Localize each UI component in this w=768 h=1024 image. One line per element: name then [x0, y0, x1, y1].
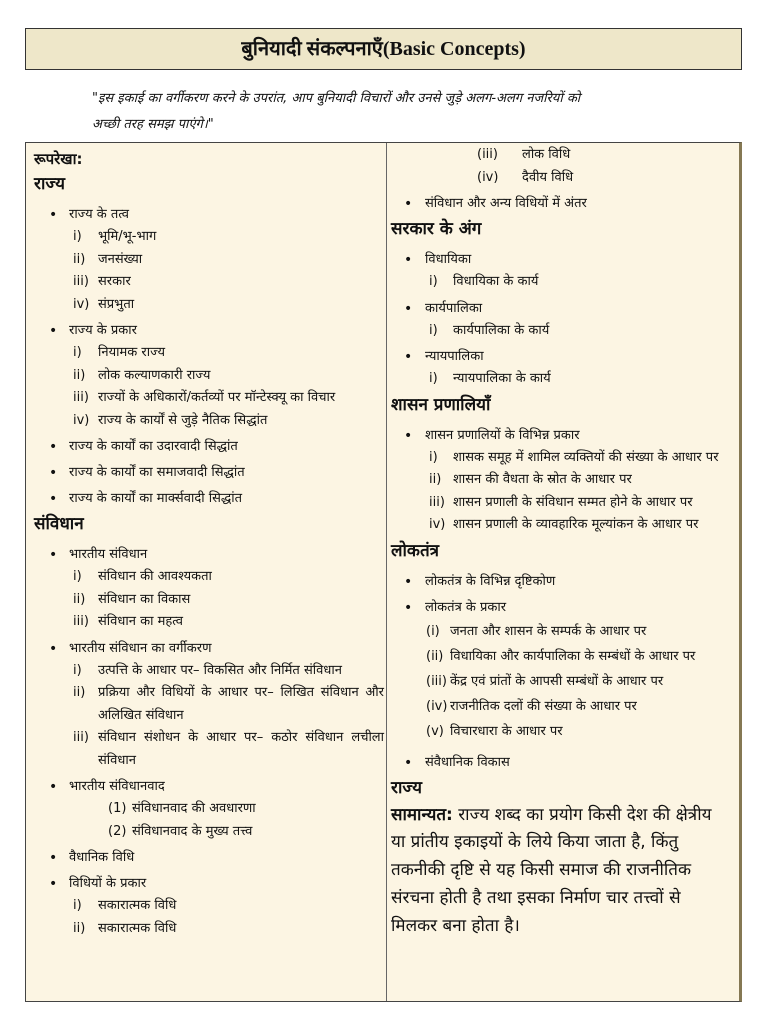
sub-item-text: उत्पत्ति के आधार पर– विकसित और निर्मित संविधान [98, 662, 342, 678]
sub-item-number: iii) [73, 614, 89, 629]
sub-item-number: i) [73, 569, 82, 584]
bullet-text: लोकतंत्र के प्रकार [425, 599, 507, 615]
outline-left-column [34, 148, 384, 940]
bullet-row [391, 752, 731, 774]
bullet-icon: • [49, 491, 58, 507]
sub-item-text: शासक समूह में शामिल व्यक्तियों की संख्या के आधार पर [453, 449, 719, 465]
sub-item-text: विधायिका और कार्यपालिका के सम्बंधों के आधार पर [450, 648, 696, 664]
sub-item [391, 271, 731, 294]
section-heading: राज्य [34, 174, 65, 194]
sub-item-number: i) [429, 322, 438, 338]
bullet-icon: • [49, 640, 58, 657]
bullet-icon: • [49, 779, 58, 795]
sub-item-number: (iii) [477, 147, 498, 162]
bullet-text: शासन प्रणालियों के विभिन्न प्रकार [425, 427, 580, 443]
sub-item-number: (iv) [477, 169, 499, 185]
bullet-text: भारतीय संविधान का वर्गीकरण [69, 640, 212, 656]
sub-item [391, 447, 731, 470]
sub-item-number: ii) [73, 920, 86, 936]
sub-item [391, 619, 731, 644]
intro-quote-line: अच्छी तरह समझ पाएंगे।" [92, 117, 214, 132]
sub-item-text: लोक विधि [522, 147, 571, 162]
sub-item-number: iii) [429, 494, 445, 510]
sub-item-number: i) [429, 449, 438, 465]
sub-item [34, 895, 384, 918]
sub-item-number: (ii) [426, 648, 444, 664]
bullet-item [34, 436, 384, 458]
bullet-text: राज्य के प्रकार [69, 323, 137, 338]
sub-item-text: सकारात्मक विधि [98, 898, 177, 913]
page-title: बुनियादी संकल्पनाएँ(Basic Concepts) [241, 38, 526, 60]
section-heading: सरकार के अंग [391, 219, 482, 239]
sub-item [391, 492, 731, 515]
sub-item-number: i) [73, 345, 82, 360]
sub-item-text: भूमि/भू-भाग [98, 229, 157, 244]
sub-item [391, 167, 731, 190]
bullet-text: संवैधानिक विकास [425, 754, 510, 770]
sub-item-number: iv) [73, 412, 90, 428]
intro-paragraph [391, 802, 731, 941]
bullet-row [34, 544, 384, 566]
column-divider [386, 143, 387, 1001]
paragraph-text: राज्य शब्द का प्रयोग किसी देश की क्षेत्रीय या प्रांतीय इकाइयों के लिये किया जाता है, किंतु तकनीकी दृष्टि से यह किसी समाज की राजनीतिक संरचना होती है तथा इसका निर्माण चार तत्त्वों से मिलकर बना होता है। [391, 804, 712, 936]
sub-item-text: जनसंख्या [98, 251, 143, 267]
bullet-row [391, 425, 731, 447]
bullet-icon: • [404, 252, 413, 268]
bullet-item [391, 249, 731, 294]
bullet-item [34, 638, 384, 773]
bullet-row [34, 436, 384, 458]
bullet-icon: • [49, 323, 58, 339]
bullet-row [391, 193, 731, 215]
outline-box [25, 142, 742, 1002]
bullet-icon: • [404, 196, 413, 212]
sub-item-text: सरकार [98, 274, 131, 289]
sub-item-text: संविधान का विकास [98, 591, 191, 607]
sub-item-text: न्यायपालिका के कार्य [453, 371, 551, 386]
sub-item [34, 682, 384, 727]
bullet-text: कार्यपालिका [425, 300, 483, 316]
bullet-row [34, 873, 384, 895]
bullet-text: भारतीय संविधानवाद [69, 779, 165, 794]
sub-item [34, 294, 384, 317]
bullet-row [34, 847, 384, 869]
bullet-icon: • [404, 573, 413, 590]
sub-item [391, 469, 731, 492]
sub-item [391, 514, 731, 537]
sub-item-number: i) [73, 662, 82, 678]
intro-quote [92, 86, 712, 138]
sub-list [391, 144, 731, 189]
bullet-row [391, 346, 731, 368]
sub-item [391, 144, 731, 167]
sub-item-text: शासन प्रणाली के व्यावहारिक मूल्यांकन के आधार पर [453, 517, 699, 532]
sub-item-number: iii) [73, 390, 89, 405]
bullet-text: राज्य के तत्व [69, 207, 129, 222]
sub-item-number: (2) [108, 823, 127, 839]
sub-item-text: संविधान का महत्व [98, 614, 183, 629]
section-heading: शासन प्रणालियाँ [391, 394, 491, 415]
bullet-text: भारतीय संविधान [69, 547, 148, 562]
sub-item [34, 611, 384, 634]
bullet-text: संविधान और अन्य विधियों में अंतर [425, 196, 587, 211]
bullet-text: राज्य के कार्यों का उदारवादी सिद्धांत [69, 439, 238, 454]
sub-item-text: राजनीतिक दलों की संख्या के आधार पर [450, 698, 637, 714]
intro-quote-line: "इस इकाई का वर्गीकरण करने के उपरांत, आप बुनियादी विचारों और उनसे जुड़े अलग-अलग नजरियों को [92, 91, 581, 106]
bullet-text: विधायिका [425, 252, 472, 267]
sub-item-number: i) [429, 274, 438, 289]
bullet-row [391, 298, 731, 320]
sub-item [34, 226, 384, 249]
sub-item [34, 249, 384, 272]
sub-item [34, 365, 384, 388]
sub-item-number: iii) [73, 274, 89, 289]
bullet-item [34, 847, 384, 869]
sub-item-number: ii) [73, 367, 86, 383]
bullet-item [34, 462, 384, 484]
bullet-row [34, 638, 384, 660]
section-heading: राज्य [391, 777, 422, 798]
sub-item-text: कार्यपालिका के कार्य [453, 322, 550, 338]
bullet-row [391, 597, 731, 619]
sub-item [391, 368, 731, 391]
bullet-item [391, 425, 731, 537]
bullet-text: न्यायपालिका [425, 349, 484, 364]
sub-item-text: संप्रभुता [98, 296, 135, 312]
bullet-icon: • [404, 599, 413, 616]
bullet-icon: • [49, 876, 58, 892]
bullet-item [34, 204, 384, 316]
bullet-icon: • [404, 349, 413, 365]
sub-item [391, 644, 731, 669]
bullet-row [391, 249, 731, 271]
sub-item [391, 719, 731, 744]
sub-item-number: iv) [73, 296, 90, 312]
sub-item-number: (iv) [426, 698, 448, 714]
sub-item [34, 271, 384, 294]
bullet-row [34, 320, 384, 342]
sub-item [34, 387, 384, 410]
bullet-row [34, 776, 384, 798]
bullet-item [34, 320, 384, 432]
bullet-text: विधियों के प्रकार [69, 876, 147, 891]
sub-item [34, 727, 384, 772]
bullet-item [391, 597, 731, 744]
sub-item-number: ii) [429, 472, 442, 487]
bullet-icon: • [49, 439, 58, 455]
bullet-row [34, 488, 384, 510]
sub-item-number: i) [429, 371, 438, 386]
sub-item-text: शासन की वैधता के स्रोत के आधार पर [453, 472, 632, 487]
bullet-text: लोकतंत्र के विभिन्न दृष्टिकोण [425, 573, 556, 589]
bullet-icon: • [404, 300, 413, 317]
bullet-icon: • [49, 850, 58, 866]
bullet-item [391, 193, 731, 215]
paragraph-lead: सामान्यत: [391, 804, 453, 825]
sub-item-number: (v) [426, 723, 444, 739]
bullet-icon: • [49, 547, 58, 563]
bullet-row [391, 571, 731, 593]
bullet-item [34, 488, 384, 510]
bullet-icon: • [404, 754, 413, 771]
sub-item-text: राज्यों के अधिकारों/कर्तव्यों पर मॉन्टेस्क्यू का विचार [98, 390, 336, 405]
sub-item-number: i) [73, 898, 82, 913]
sub-item [391, 694, 731, 719]
sub-item-text: राज्य के कार्यों से जुड़े नैतिक सिद्धांत [98, 412, 268, 428]
bullet-text: राज्य के कार्यों का मार्क्सवादी सिद्धांत [69, 491, 243, 506]
section-heading: लोकतंत्र [391, 540, 440, 561]
bullet-item [34, 544, 384, 634]
sub-item [34, 566, 384, 589]
sub-item-text: दैवीय विधि [522, 169, 574, 185]
sub-item [391, 320, 731, 343]
sub-item [34, 589, 384, 612]
sub-item [34, 798, 384, 821]
bullet-item [391, 346, 731, 391]
sub-item-text: संविधान की आवश्यकता [98, 569, 212, 584]
sub-item-text: केंद्र एवं प्रांतों के आपसी सम्बंधों के आधार पर [450, 673, 664, 689]
sub-item [34, 342, 384, 365]
bullet-item [391, 298, 731, 343]
bullet-icon: • [404, 427, 413, 444]
bullet-item [391, 752, 731, 774]
bullet-item [34, 776, 384, 843]
sub-item-text: नियामक राज्य [98, 345, 166, 360]
sub-item [391, 669, 731, 694]
bullet-text: वैधानिक विधि [69, 850, 135, 865]
section-heading: संविधान [34, 514, 84, 534]
sub-item-text: विचारधारा के आधार पर [450, 723, 563, 739]
sub-item-number: i) [73, 229, 82, 244]
sub-item-number: ii) [73, 685, 86, 700]
sub-item [34, 918, 384, 941]
sub-item-number: iii) [73, 730, 89, 745]
sub-item-text: संविधानवाद की अवधारणा [132, 801, 256, 816]
sub-item-text: विधायिका के कार्य [453, 274, 539, 289]
sub-item [34, 410, 384, 433]
sub-item-text: जनता और शासन के सम्पर्क के आधार पर [450, 623, 647, 639]
bullet-icon: • [49, 207, 58, 223]
sub-item-text: प्रक्रिया और विधियों के आधार पर– लिखित संविधान और अलिखित संविधान [98, 685, 384, 723]
sub-item-number: (1) [108, 801, 127, 816]
title-box [25, 28, 742, 70]
bullet-row [34, 462, 384, 484]
outline-label: रूपरेखा: [34, 150, 83, 168]
bullet-icon: • [49, 465, 58, 481]
sub-item-number: (i) [426, 623, 440, 639]
bullet-row [34, 204, 384, 226]
sub-item-text: शासन प्रणाली के संविधान सम्मत होने के आधार पर [453, 494, 693, 510]
bullet-item [391, 571, 731, 593]
outline-right-column [391, 144, 731, 940]
sub-item [34, 821, 384, 844]
sub-item-text: सकारात्मक विधि [98, 920, 177, 936]
sub-item-text: लोक कल्याणकारी राज्य [98, 367, 211, 383]
bullet-item [34, 873, 384, 940]
sub-item-text: संविधानवाद के मुख्य तत्त्व [132, 823, 253, 839]
sub-item-number: ii) [73, 251, 86, 267]
sub-item [34, 660, 384, 683]
sub-item-number: (iii) [426, 673, 447, 689]
bullet-text: राज्य के कार्यों का समाजवादी सिद्धांत [69, 465, 245, 480]
sub-item-number: iv) [429, 517, 446, 532]
sub-item-number: ii) [73, 591, 86, 607]
sub-item-text: संविधान संशोधन के आधार पर– कठोर संविधान लचीला संविधान [98, 730, 384, 768]
